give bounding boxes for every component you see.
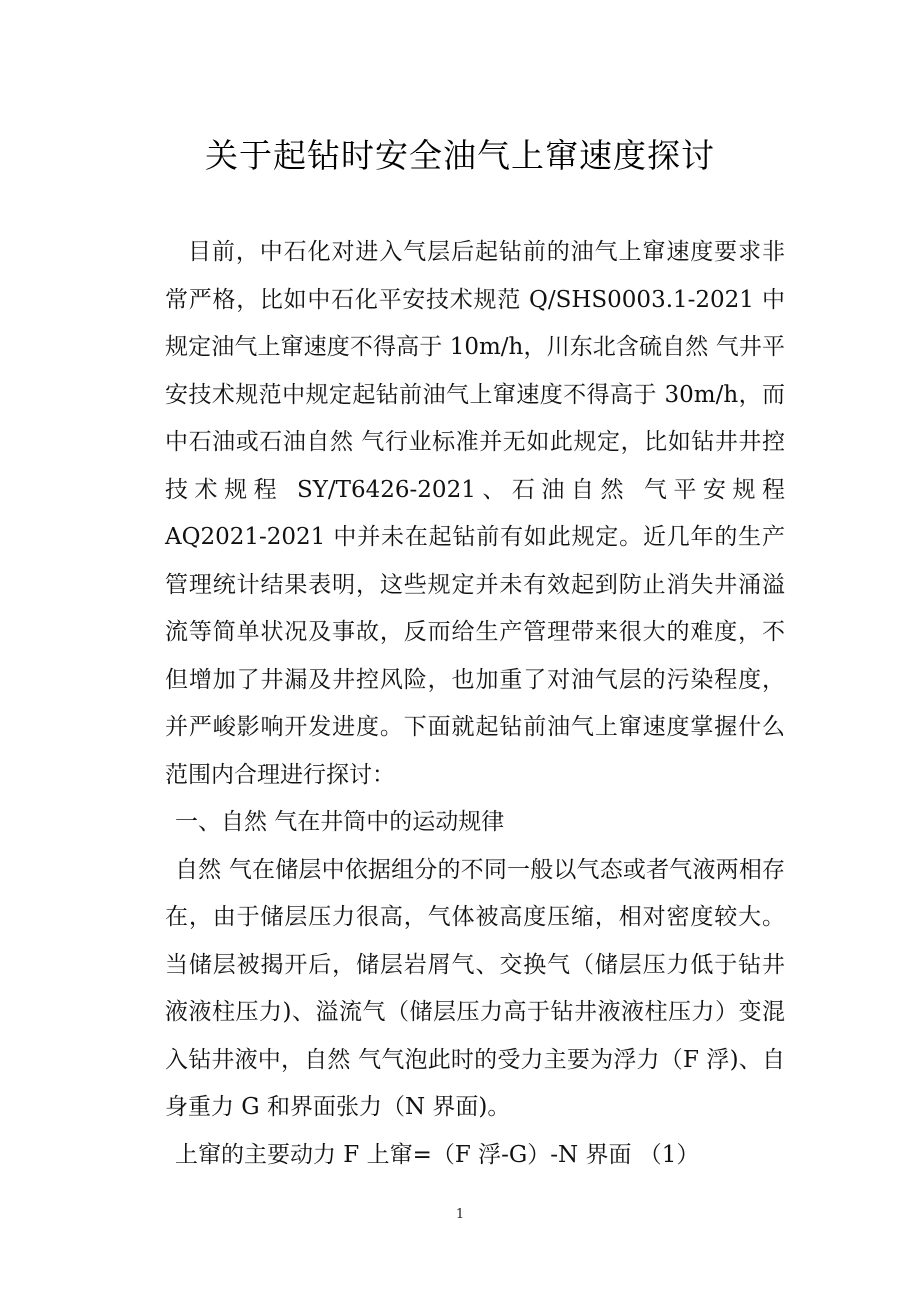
formula-line: 上窜的主要动力 F 上窜=（F 浮-G）-N 界面 （1） — [175, 1141, 700, 1168]
page-title: 关于起钻时安全油气上窜速度探讨 — [205, 136, 715, 175]
paragraph-intro: 目前，中石化对进入气层后起钻前的油气上窜速度要求非常严格，比如中石化平安技术规范 Q/SHS0003.1-2021 中规定油气上窜速度不得高于 10m/h，川东北含硫自然 气井平安技术规范中规定起钻前油气上窜速度不得高于 30m/h，而中石油或石油自然 气行业标准并无如此规定，比如钻井井控技术规程 SY/T6426-2021、石油自然 气平安规程 AQ2021-2021 中并未在起钻前有如此规定。近几年的生产管理统计结果表明，这些规定并未有效起到防止消失井涌溢流等简单状况及事故，反而给生产管理带来很大的难度，不但增加了井漏及井控风险，也加重了对油气层的污染程度，并严峻影响开发进度。下面就起钻前油气上窜速度掌握什么范围内合理进行探讨： — [165, 239, 785, 788]
page-number: 1 — [455, 1207, 465, 1222]
section-heading: 一、自然 气在井筒中的运动规律 — [175, 809, 505, 835]
paragraph-gas-behavior: 自然 气在储层中依据组分的不同一般以气态或者气液两相存在，由于储层压力很高，气体被高度压缩，相对密度较大。当储层被揭开后，储层岩屑气、交换气（储层压力低于钻井液液柱压力)、溢流气（储层压力高于钻井液液柱压力）变混入钻井液中，自然 气气泡此时的受力主要为浮力（F 浮)、自身重力 G 和界面张力（N 界面)。 — [165, 856, 785, 1120]
document-body — [165, 229, 785, 1179]
